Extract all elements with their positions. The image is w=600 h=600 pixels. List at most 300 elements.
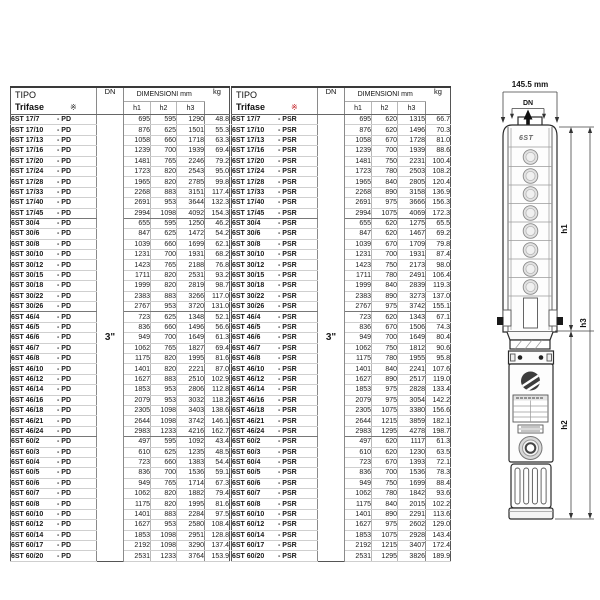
dn-value: 3" xyxy=(97,115,124,562)
model-cell: 6ST 60/10 - PSR xyxy=(232,509,318,519)
weight-cell: 81.6 xyxy=(205,353,230,363)
dimension-cell: 2580 xyxy=(177,520,205,530)
weight-cell: 162.7 xyxy=(205,426,230,436)
dimension-cell: 2644 xyxy=(124,416,151,426)
dimension-cell: 953 xyxy=(151,198,177,208)
dimension-cell: 2383 xyxy=(345,291,372,301)
model-cell: 6ST 60/7 - PD xyxy=(11,489,97,499)
dimension-cell: 765 xyxy=(151,343,177,353)
weight-cell: 117.0 xyxy=(205,291,230,301)
model-cell: 6ST 46/16 - PD xyxy=(11,395,97,405)
model-cell: 6ST 46/12 - PD xyxy=(11,374,97,384)
dimension-cell: 4278 xyxy=(398,426,426,436)
dimension-cell: 2284 xyxy=(177,509,205,519)
model-cell: 6ST 17/33 - PSR xyxy=(232,187,318,197)
weight-cell: 100.4 xyxy=(426,156,451,166)
dimension-cell: 4092 xyxy=(177,208,205,218)
dimension-cell: 883 xyxy=(151,187,177,197)
model-cell: 6ST 30/12 - PD xyxy=(11,260,97,270)
dimension-cell: 2305 xyxy=(124,405,151,415)
col-header-h1: h1 xyxy=(345,102,372,115)
weight-cell: 63.3 xyxy=(205,135,230,145)
dimension-cell: 780 xyxy=(372,353,398,363)
dimension-cell: 2305 xyxy=(345,405,372,415)
dimension-cell: 1215 xyxy=(372,541,398,551)
dimension-cell: 780 xyxy=(372,489,398,499)
dimension-cell: 620 xyxy=(372,115,398,125)
model-cell: 6ST 60/7 - PSR xyxy=(232,489,318,499)
model-cell: 6ST 17/7 - PD xyxy=(11,115,97,125)
dimension-cell: 949 xyxy=(345,333,372,343)
dimension-cell: 1062 xyxy=(345,343,372,353)
model-cell: 6ST 46/21 - PD xyxy=(11,416,97,426)
dimension-cell: 1075 xyxy=(372,208,398,218)
weight-cell: 137.4 xyxy=(205,541,230,551)
weight-cell: 128.8 xyxy=(205,530,230,540)
model-cell: 6ST 46/18 - PD xyxy=(11,405,97,415)
model-cell: 6ST 46/24 - PD xyxy=(11,426,97,436)
dimension-cell: 700 xyxy=(372,146,398,156)
dimension-cell: 1965 xyxy=(124,177,151,187)
dimension-cell: 1467 xyxy=(398,229,426,239)
weight-cell: 87.4 xyxy=(426,250,451,260)
weight-cell: 138.6 xyxy=(205,405,230,415)
dimension-cell: 625 xyxy=(151,312,177,322)
motor-nameplate xyxy=(513,395,548,422)
weight-cell: 69.4 xyxy=(205,146,230,156)
dimension-cell: 1215 xyxy=(372,416,398,426)
dimension-cell: 3290 xyxy=(177,541,205,551)
weight-cell: 69.2 xyxy=(426,229,451,239)
dimension-cell: 2221 xyxy=(177,364,205,374)
col-header-tipo xyxy=(11,87,97,115)
dimension-cell: 975 xyxy=(372,302,398,312)
dimension-cell: 670 xyxy=(372,135,398,145)
dimension-cell: 595 xyxy=(151,218,177,228)
model-cell: 6ST 17/20 - PSR xyxy=(232,156,318,166)
dimension-cell: 4216 xyxy=(177,426,205,436)
weight-cell: 72.1 xyxy=(426,457,451,467)
col-header-kg: kg xyxy=(205,87,230,115)
model-cell: 6ST 17/40 - PD xyxy=(11,198,97,208)
dimension-cell: 2079 xyxy=(345,395,372,405)
dimension-cell: 953 xyxy=(151,520,177,530)
dimension-cell: 3407 xyxy=(398,541,426,551)
weight-cell: 129.0 xyxy=(426,520,451,530)
dimension-cell: 2231 xyxy=(398,156,426,166)
dimension-cell: 1239 xyxy=(124,146,151,156)
dimension-cell: 2767 xyxy=(124,302,151,312)
weight-cell: 65.5 xyxy=(426,218,451,228)
weight-cell: 97.5 xyxy=(205,509,230,519)
model-cell: 6ST 30/18 - PD xyxy=(11,281,97,291)
dimension-cell: 670 xyxy=(372,322,398,332)
model-cell: 6ST 60/17 - PSR xyxy=(232,541,318,551)
weight-cell: 43.4 xyxy=(205,437,230,447)
dimension-cell: 1231 xyxy=(345,250,372,260)
dimension-cell: 890 xyxy=(372,509,398,519)
col-header-h2: h2 xyxy=(151,102,177,115)
model-cell: 6ST 30/12 - PSR xyxy=(232,260,318,270)
dimension-cell: 2173 xyxy=(398,260,426,270)
weight-cell: 106.4 xyxy=(426,270,451,280)
tipo-label: TIPO xyxy=(15,90,37,100)
dimension-cell: 3742 xyxy=(177,416,205,426)
weight-cell: 90.6 xyxy=(426,343,451,353)
col-header-h3: h3 xyxy=(177,102,205,115)
dimension-cell: 2602 xyxy=(398,520,426,530)
dimension-cell: 840 xyxy=(372,177,398,187)
dimensions-table-pd xyxy=(10,86,230,562)
weight-cell: 182.1 xyxy=(426,416,451,426)
dimension-cell: 2491 xyxy=(398,270,426,280)
dimension-cell: 3273 xyxy=(398,291,426,301)
model-cell: 6ST 30/15 - PSR xyxy=(232,270,318,280)
dimension-cell: 1239 xyxy=(345,146,372,156)
dimension-cell: 3032 xyxy=(177,395,205,405)
dimension-cell: 1496 xyxy=(177,322,205,332)
weight-cell: 137.0 xyxy=(426,291,451,301)
dimension-cell: 1098 xyxy=(151,530,177,540)
dimension-cell: 2839 xyxy=(398,281,426,291)
dimension-cell: 1939 xyxy=(177,146,205,156)
dimension-cell: 975 xyxy=(372,520,398,530)
dimension-cell: 1728 xyxy=(398,135,426,145)
weight-cell: 46.2 xyxy=(205,218,230,228)
model-cell: 6ST 30/4 - PSR xyxy=(232,218,318,228)
dimension-cell: 655 xyxy=(124,218,151,228)
dimension-cell: 876 xyxy=(345,125,372,135)
weight-cell: 107.6 xyxy=(426,364,451,374)
weight-cell: 98.0 xyxy=(426,260,451,270)
dimension-cell: 625 xyxy=(151,447,177,457)
model-cell: 6ST 60/20 - PSR xyxy=(232,551,318,561)
weight-cell: 59.1 xyxy=(205,468,230,478)
weight-cell: 66.7 xyxy=(426,115,451,125)
col-header-h2: h2 xyxy=(372,102,398,115)
model-cell: 6ST 17/16 - PSR xyxy=(232,146,318,156)
weight-cell: 93.6 xyxy=(426,489,451,499)
dimension-cell: 780 xyxy=(372,166,398,176)
dimension-cell: 1853 xyxy=(345,385,372,395)
dimension-cell: 2192 xyxy=(124,541,151,551)
dimension-cell: 820 xyxy=(151,270,177,280)
model-cell: 6ST 30/26 - PSR xyxy=(232,302,318,312)
model-cell: 6ST 30/18 - PSR xyxy=(232,281,318,291)
weight-cell: 99.8 xyxy=(205,177,230,187)
dimension-cell: 1039 xyxy=(345,239,372,249)
dimension-cell: 820 xyxy=(151,281,177,291)
dimension-cell: 890 xyxy=(372,291,398,301)
dimension-cell: 2079 xyxy=(124,395,151,405)
dimension-cell: 625 xyxy=(151,125,177,135)
dimension-cell: 3054 xyxy=(398,395,426,405)
col-header-h1: h1 xyxy=(124,102,151,115)
dimension-cell: 660 xyxy=(151,457,177,467)
dimension-cell: 700 xyxy=(151,250,177,260)
col-header-tipo xyxy=(232,87,318,115)
dimension-cell: 1723 xyxy=(124,166,151,176)
dimension-cell: 625 xyxy=(151,229,177,239)
dimension-cell: 1699 xyxy=(398,478,426,488)
model-cell: 6ST 46/10 - PSR xyxy=(232,364,318,374)
weight-cell: 155.1 xyxy=(426,302,451,312)
model-cell: 6ST 60/5 - PD xyxy=(11,468,97,478)
dimension-cell: 1931 xyxy=(177,250,205,260)
dimension-cell: 1711 xyxy=(345,270,372,280)
weight-cell: 119.0 xyxy=(426,374,451,384)
dimension-cell: 765 xyxy=(151,156,177,166)
table-body-psr xyxy=(232,115,451,562)
model-cell: 6ST 30/26 - PD xyxy=(11,302,97,312)
dimension-cell: 2268 xyxy=(345,187,372,197)
dimension-cell: 1955 xyxy=(398,353,426,363)
dimension-cell: 595 xyxy=(151,115,177,125)
weight-cell: 76.8 xyxy=(205,260,230,270)
dimension-cell: 3380 xyxy=(398,405,426,415)
h3-dimension-label: h3 xyxy=(579,318,588,328)
weight-cell: 81.0 xyxy=(426,135,451,145)
table-row xyxy=(11,115,230,125)
dimension-cell: 2805 xyxy=(398,177,426,187)
dimension-cell: 2241 xyxy=(398,364,426,374)
dimension-cell: 2828 xyxy=(398,385,426,395)
dimension-cell: 695 xyxy=(345,115,372,125)
dimension-cell: 890 xyxy=(372,187,398,197)
model-cell: 6ST 60/6 - PD xyxy=(11,478,97,488)
dimension-cell: 953 xyxy=(151,385,177,395)
dimension-cell: 1423 xyxy=(124,260,151,270)
model-cell: 6ST 46/5 - PD xyxy=(11,322,97,332)
dimension-cell: 949 xyxy=(124,478,151,488)
dimension-cell: 840 xyxy=(372,499,398,509)
weight-cell: 112.8 xyxy=(205,385,230,395)
weight-cell: 120.4 xyxy=(426,177,451,187)
weight-cell: 131.0 xyxy=(205,302,230,312)
dimension-cell: 1401 xyxy=(124,364,151,374)
dimensions-table-psr xyxy=(231,86,451,562)
dimension-cell: 953 xyxy=(151,302,177,312)
dimension-cell: 723 xyxy=(124,312,151,322)
dimension-cell: 840 xyxy=(372,281,398,291)
model-cell: 6ST 46/14 - PSR xyxy=(232,385,318,395)
dimension-cell: 820 xyxy=(151,364,177,374)
dimension-cell: 1723 xyxy=(345,166,372,176)
dimension-cell: 883 xyxy=(151,374,177,384)
weight-cell: 88.4 xyxy=(426,478,451,488)
weight-cell: 67.3 xyxy=(205,478,230,488)
model-cell: 6ST 46/7 - PD xyxy=(11,343,97,353)
model-cell: 6ST 46/18 - PSR xyxy=(232,405,318,415)
dimension-cell: 2531 xyxy=(345,551,372,561)
clamp-bolt-right xyxy=(557,317,564,325)
reference-mark-icon: ※ xyxy=(70,102,77,112)
dimension-cell: 1230 xyxy=(398,447,426,457)
weight-cell: 118.2 xyxy=(205,395,230,405)
dimension-cell: 1627 xyxy=(124,374,151,384)
dimension-cell: 820 xyxy=(151,353,177,363)
model-cell: 6ST 17/10 - PSR xyxy=(232,125,318,135)
dimension-cell: 610 xyxy=(345,447,372,457)
dimension-cell: 1235 xyxy=(177,447,205,457)
weight-cell: 63.5 xyxy=(426,447,451,457)
dimension-cell: 2246 xyxy=(177,156,205,166)
weight-cell: 142.2 xyxy=(426,395,451,405)
dimension-cell: 1058 xyxy=(124,135,151,145)
dimension-cell: 1062 xyxy=(124,489,151,499)
dimension-cell: 1627 xyxy=(345,520,372,530)
model-cell: 6ST 46/24 - PSR xyxy=(232,426,318,436)
dimension-cell: 3403 xyxy=(177,405,205,415)
dimension-cell: 3859 xyxy=(398,416,426,426)
dimension-cell: 2510 xyxy=(177,374,205,384)
dimension-cell: 670 xyxy=(372,457,398,467)
dimension-cell: 949 xyxy=(124,333,151,343)
dimension-cell: 2291 xyxy=(398,509,426,519)
dn-dimension-label: DN xyxy=(522,100,534,107)
model-cell: 6ST 30/22 - PD xyxy=(11,291,97,301)
clamp-bolt-left xyxy=(497,317,504,325)
dn-value: 3" xyxy=(318,115,345,562)
dimension-cell: 820 xyxy=(151,489,177,499)
model-cell: 6ST 46/4 - PSR xyxy=(232,312,318,322)
suction-strainer xyxy=(511,464,551,508)
dimension-cell: 750 xyxy=(372,478,398,488)
dimension-cell: 2819 xyxy=(177,281,205,291)
dimension-cell: 700 xyxy=(372,250,398,260)
dimension-cell: 1501 xyxy=(177,125,205,135)
dimension-cell: 1098 xyxy=(151,416,177,426)
dimension-cell: 1827 xyxy=(177,343,205,353)
dimension-cell: 1231 xyxy=(124,250,151,260)
dimension-cell: 1649 xyxy=(177,333,205,343)
weight-cell: 93.2 xyxy=(205,270,230,280)
dimension-cell: 3742 xyxy=(398,302,426,312)
weight-cell: 78.3 xyxy=(426,468,451,478)
pump-drawing xyxy=(452,72,600,532)
weight-cell: 156.3 xyxy=(426,198,451,208)
dimension-cell: 660 xyxy=(151,135,177,145)
dimension-cell: 820 xyxy=(151,499,177,509)
dimension-cell: 3158 xyxy=(398,187,426,197)
weight-cell: 95.8 xyxy=(426,353,451,363)
dimension-cell: 3720 xyxy=(177,302,205,312)
weight-cell: 154.3 xyxy=(205,208,230,218)
dimension-cell: 1536 xyxy=(398,468,426,478)
dimension-cell: 700 xyxy=(372,333,398,343)
model-cell: 6ST 60/3 - PD xyxy=(11,447,97,457)
model-cell: 6ST 60/2 - PSR xyxy=(232,437,318,447)
dimension-cell: 1098 xyxy=(151,541,177,551)
dimension-cell: 1853 xyxy=(345,530,372,540)
col-header-dn: DN xyxy=(318,87,345,115)
weight-cell: 136.9 xyxy=(426,187,451,197)
width-dimension-label: 145.5 mm xyxy=(511,80,549,89)
weight-cell: 189.9 xyxy=(426,551,451,561)
dimension-cell: 723 xyxy=(345,457,372,467)
model-cell: 6ST 60/8 - PSR xyxy=(232,499,318,509)
weight-cell: 61.3 xyxy=(426,437,451,447)
trifase-label: Trifase xyxy=(15,102,45,112)
dimension-cell: 2517 xyxy=(398,374,426,384)
dimension-cell: 975 xyxy=(372,395,398,405)
model-cell: 6ST 60/10 - PD xyxy=(11,509,97,519)
dimension-cell: 1039 xyxy=(124,239,151,249)
dimension-cell: 1275 xyxy=(398,218,426,228)
dimension-cell: 4069 xyxy=(398,208,426,218)
model-cell: 6ST 60/8 - PD xyxy=(11,499,97,509)
dimension-cell: 2383 xyxy=(124,291,151,301)
dimension-cell: 1348 xyxy=(177,312,205,322)
dimension-cell: 2644 xyxy=(345,416,372,426)
dimension-cell: 1496 xyxy=(398,125,426,135)
dimension-cell: 3826 xyxy=(398,551,426,561)
dimension-cell: 1290 xyxy=(177,115,205,125)
col-header-h3: h3 xyxy=(398,102,426,115)
model-cell: 6ST 46/4 - PD xyxy=(11,312,97,322)
dimension-cell: 1931 xyxy=(398,250,426,260)
col-header-dn: DN xyxy=(97,87,124,115)
weight-cell: 62.1 xyxy=(205,239,230,249)
model-cell: 6ST 46/12 - PSR xyxy=(232,374,318,384)
dimension-cell: 1965 xyxy=(345,177,372,187)
weight-cell: 133.4 xyxy=(426,385,451,395)
dimension-cell: 1058 xyxy=(345,135,372,145)
weight-cell: 153.9 xyxy=(205,551,230,561)
dimension-cell: 1939 xyxy=(398,146,426,156)
dimension-cell: 1383 xyxy=(177,457,205,467)
dimension-cell: 953 xyxy=(151,395,177,405)
dimension-cell: 820 xyxy=(151,166,177,176)
weight-cell: 54.2 xyxy=(205,229,230,239)
dimension-cell: 700 xyxy=(151,333,177,343)
dimension-cell: 1250 xyxy=(177,218,205,228)
model-cell: 6ST 17/28 - PD xyxy=(11,177,97,187)
weight-cell: 113.6 xyxy=(426,509,451,519)
dimension-cell: 700 xyxy=(151,468,177,478)
dimension-cell: 1098 xyxy=(151,405,177,415)
dimension-cell: 1295 xyxy=(372,551,398,561)
dimension-cell: 620 xyxy=(372,125,398,135)
model-cell: 6ST 17/24 - PD xyxy=(11,166,97,176)
dimension-cell: 2691 xyxy=(345,198,372,208)
dimension-cell: 1343 xyxy=(398,312,426,322)
dimension-cell: 1999 xyxy=(124,281,151,291)
dimension-cell: 2531 xyxy=(124,551,151,561)
dimension-cell: 695 xyxy=(124,115,151,125)
model-cell: 6ST 60/2 - PD xyxy=(11,437,97,447)
dimension-cell: 2785 xyxy=(177,177,205,187)
model-cell: 6ST 17/20 - PD xyxy=(11,156,97,166)
weight-cell: 56.6 xyxy=(205,322,230,332)
weight-cell: 54.4 xyxy=(205,457,230,467)
model-cell: 6ST 60/5 - PSR xyxy=(232,468,318,478)
weight-cell: 55.3 xyxy=(205,125,230,135)
dimension-cell: 1233 xyxy=(151,551,177,561)
weight-cell: 156.6 xyxy=(426,405,451,415)
weight-cell: 172.3 xyxy=(426,208,451,218)
dimension-cell: 836 xyxy=(345,322,372,332)
weight-cell: 61.3 xyxy=(205,333,230,343)
model-cell: 6ST 17/24 - PSR xyxy=(232,166,318,176)
dimension-cell: 1062 xyxy=(345,489,372,499)
dimension-cell: 2268 xyxy=(124,187,151,197)
dimension-cell: 1718 xyxy=(177,135,205,145)
dimension-cell: 836 xyxy=(124,322,151,332)
dimension-cell: 1699 xyxy=(177,239,205,249)
model-cell: 6ST 60/14 - PD xyxy=(11,530,97,540)
tipo-label: TIPO xyxy=(236,90,258,100)
